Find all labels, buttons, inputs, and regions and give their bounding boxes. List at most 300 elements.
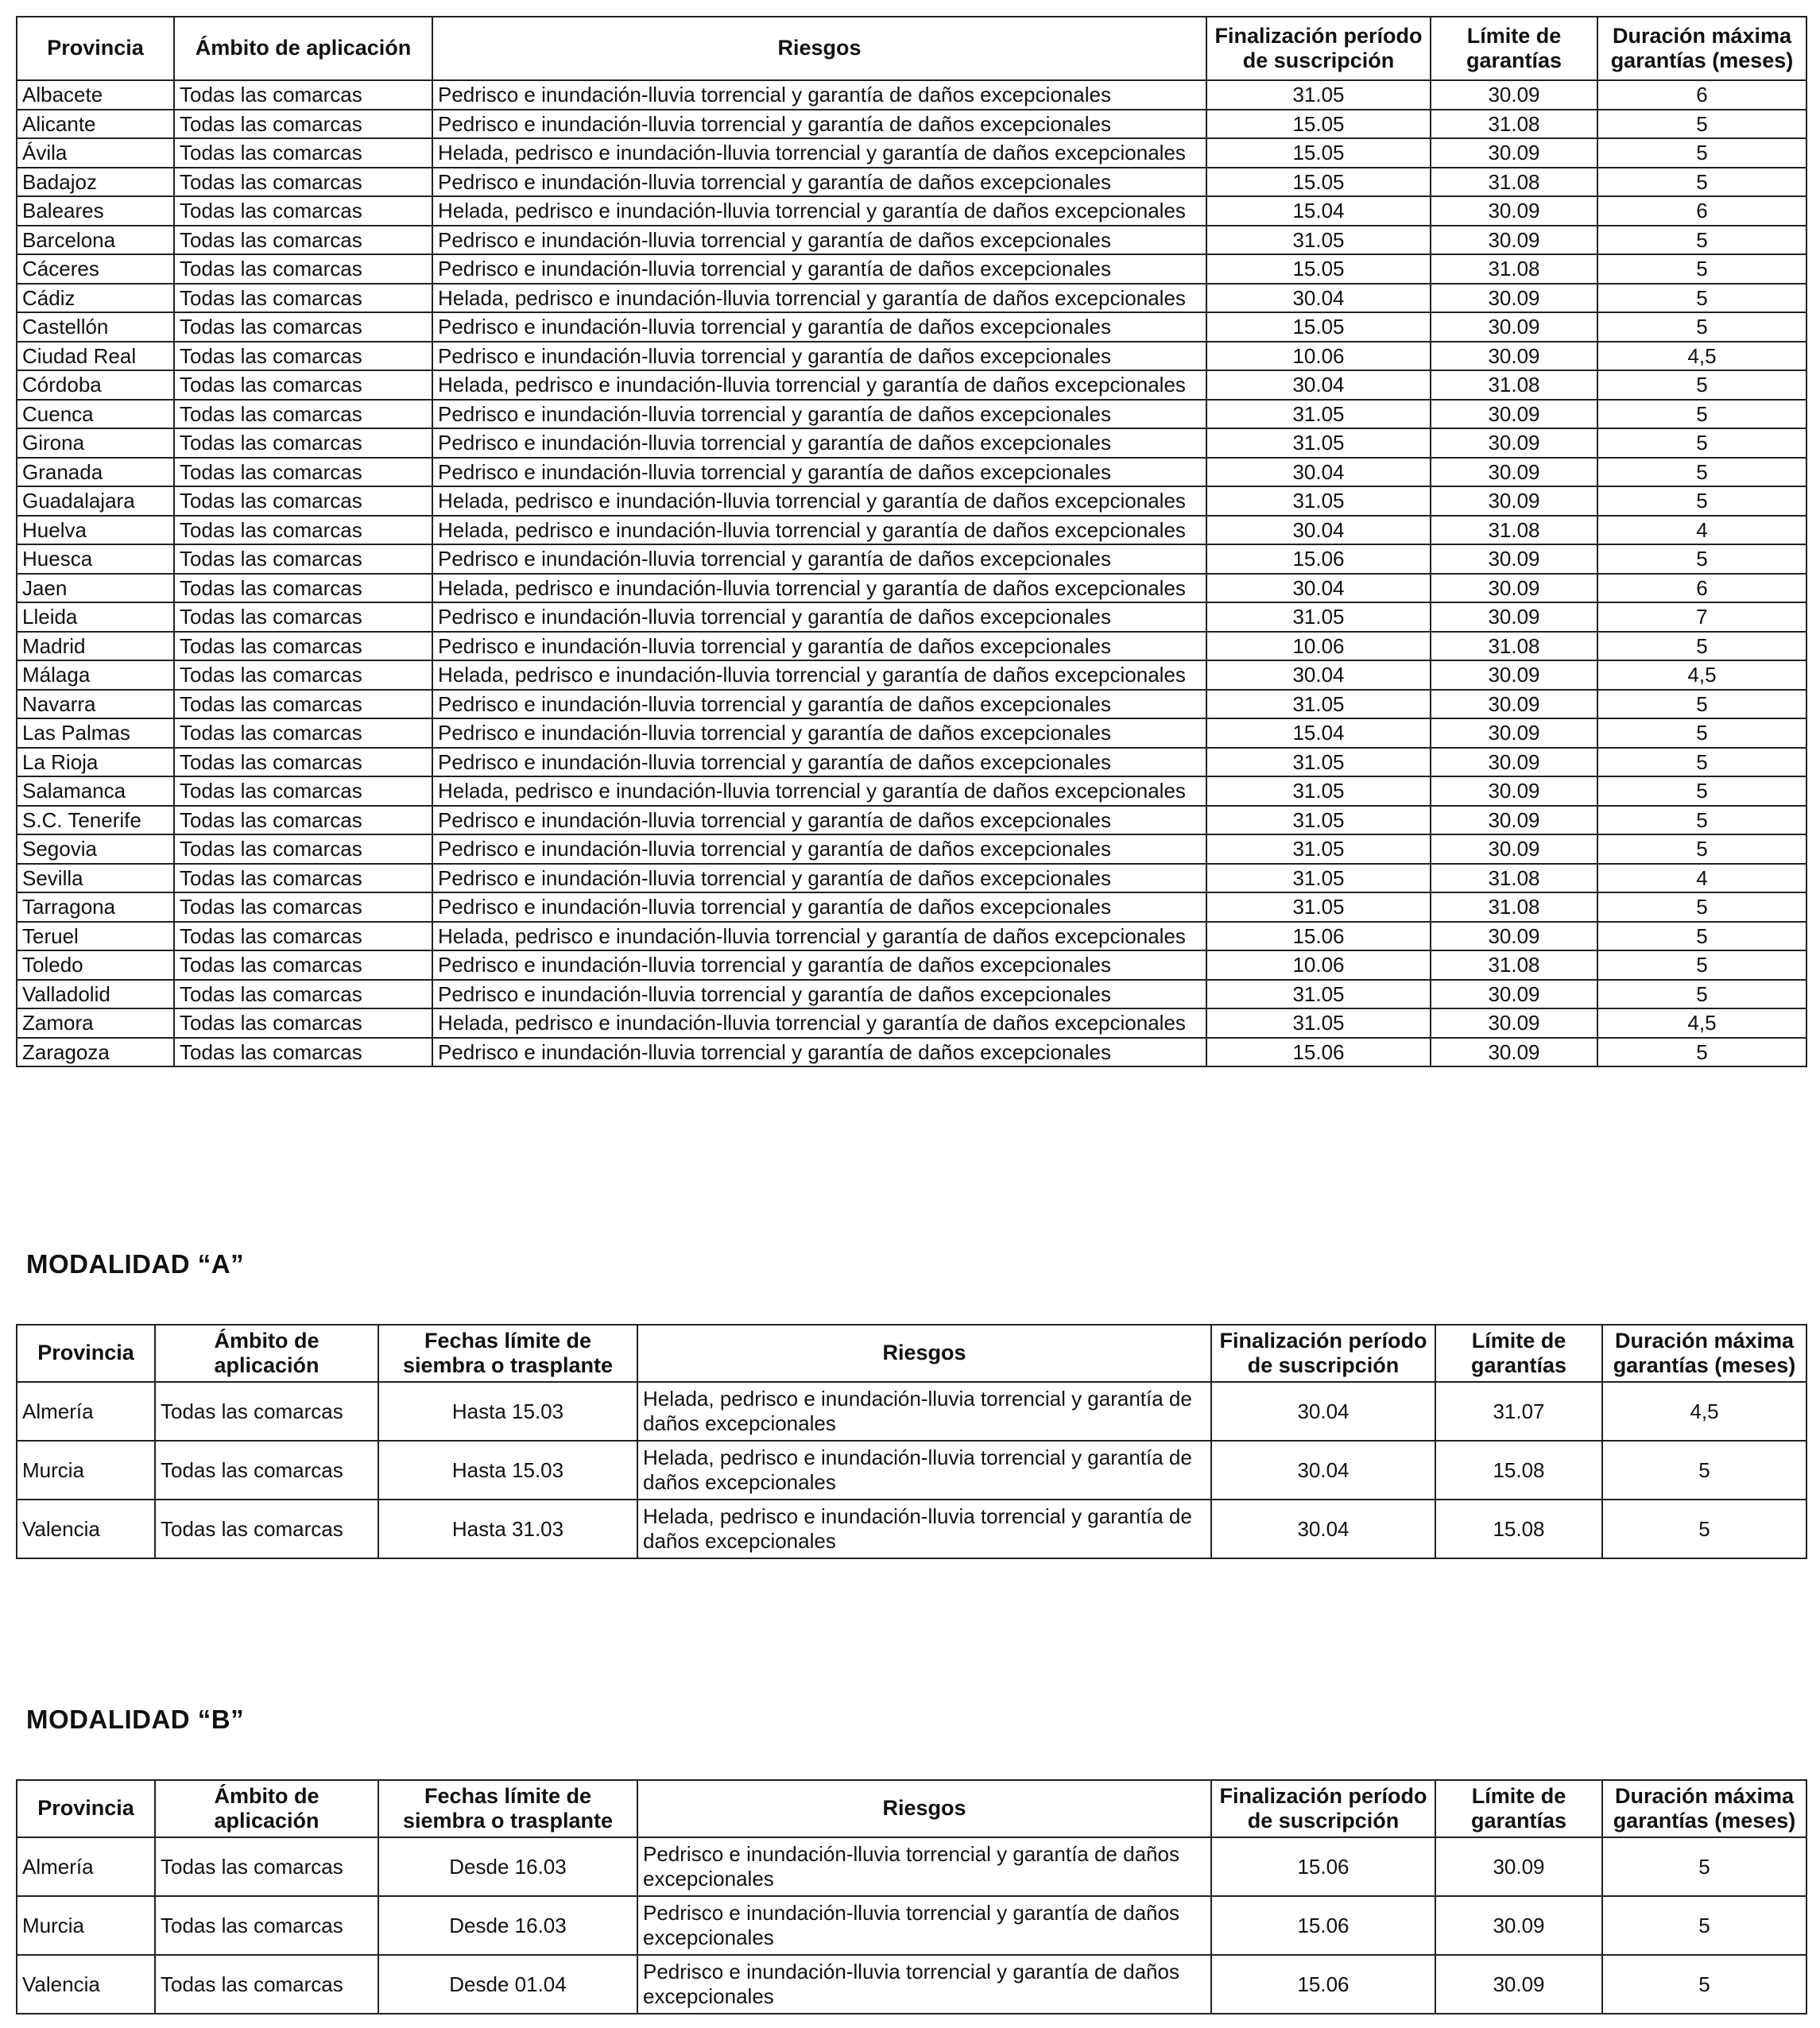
cell-ambito: Todas las comarcas [155, 1500, 378, 1558]
cell-provincia: Sevilla [17, 864, 174, 893]
cell-ambito: Todas las comarcas [174, 516, 432, 545]
cell-ambito: Todas las comarcas [174, 892, 432, 922]
cell-finalizacion: 15.04 [1206, 718, 1431, 748]
cell-provincia: Málaga [17, 660, 174, 690]
modalidad-a-table [16, 1324, 1807, 1559]
cell-ambito: Todas las comarcas [174, 196, 432, 226]
cell-limite: 30.09 [1431, 980, 1597, 1009]
cell-limite: 30.09 [1431, 400, 1597, 429]
cell-provincia: Ciudad Real [17, 342, 174, 371]
cell-limite: 31.08 [1431, 254, 1597, 284]
cell-ambito: Todas las comarcas [174, 400, 432, 429]
cell-duracion: 5 [1597, 226, 1806, 255]
cell-duracion: 5 [1597, 950, 1806, 980]
table-row [17, 1837, 1806, 1896]
header-finalizacion: Finalización período de suscripción [1206, 17, 1431, 80]
cell-limite: 30.09 [1431, 574, 1597, 603]
header-limite: Límite de garantías [1431, 17, 1597, 80]
table-row [17, 690, 1806, 719]
cell-provincia: S.C. Tenerife [17, 806, 174, 835]
cell-ambito: Todas las comarcas [174, 980, 432, 1009]
cell-limite: 30.09 [1431, 718, 1597, 748]
table-row [17, 950, 1806, 980]
cell-finalizacion: 15.06 [1211, 1837, 1435, 1896]
header-fechas: Fechas límite de siembra o trasplante [378, 1780, 637, 1837]
cell-ambito: Todas las comarcas [174, 312, 432, 342]
cell-ambito: Todas las comarcas [174, 922, 432, 951]
cell-fechas: Desde 16.03 [378, 1837, 637, 1896]
cell-duracion: 5 [1597, 892, 1806, 922]
cell-finalizacion: 31.05 [1206, 400, 1431, 429]
cell-limite: 30.09 [1431, 1008, 1597, 1038]
cell-finalizacion: 15.05 [1206, 138, 1431, 168]
cell-riesgos: Pedrisco e inundación-lluvia torrencial y garantía de daños excepcionales [637, 1837, 1211, 1896]
cell-provincia: Badajoz [17, 168, 174, 197]
cell-finalizacion: 15.05 [1206, 254, 1431, 284]
cell-ambito: Todas las comarcas [174, 110, 432, 139]
cell-duracion: 5 [1597, 834, 1806, 864]
cell-duracion: 6 [1597, 574, 1806, 603]
cell-limite: 30.09 [1431, 342, 1597, 371]
cell-duracion: 5 [1597, 690, 1806, 719]
cell-duracion: 5 [1597, 806, 1806, 835]
table-row [17, 834, 1806, 864]
cell-limite: 30.09 [1431, 834, 1597, 864]
cell-duracion: 6 [1597, 80, 1806, 110]
cell-provincia: Lleida [17, 602, 174, 632]
cell-limite: 30.09 [1431, 196, 1597, 226]
cell-riesgos: Helada, pedrisco e inundación-lluvia torrencial y garantía de daños excepcionales [637, 1500, 1211, 1558]
cell-riesgos: Helada, pedrisco e inundación-lluvia torrencial y garantía de daños excepcionales [432, 516, 1206, 545]
cell-limite: 31.08 [1431, 950, 1597, 980]
modalidad-b-table [16, 1779, 1807, 2014]
cell-fechas: Desde 01.04 [378, 1955, 637, 2014]
cell-finalizacion: 30.04 [1206, 370, 1431, 400]
cell-riesgos: Pedrisco e inundación-lluvia torrencial y garantía de daños excepcionales [432, 400, 1206, 429]
header-provincia: Provincia [17, 1780, 155, 1837]
cell-limite: 30.09 [1431, 80, 1597, 110]
cell-limite: 30.09 [1431, 428, 1597, 458]
cell-limite: 30.09 [1435, 1837, 1602, 1896]
header-provincia: Provincia [17, 17, 174, 80]
cell-riesgos: Pedrisco e inundación-lluvia torrencial y garantía de daños excepcionales [432, 110, 1206, 139]
cell-provincia: Murcia [17, 1896, 155, 1955]
table-row [17, 1008, 1806, 1038]
header-riesgos: Riesgos [637, 1780, 1211, 1837]
table-row [17, 400, 1806, 429]
cell-provincia: Valencia [17, 1955, 155, 2014]
header-provincia: Provincia [17, 1325, 155, 1382]
cell-ambito: Todas las comarcas [174, 1038, 432, 1067]
cell-riesgos: Helada, pedrisco e inundación-lluvia torrencial y garantía de daños excepcionales [432, 196, 1206, 226]
table-row [17, 254, 1806, 284]
table-row [17, 1896, 1806, 1955]
header-duracion: Duración máxima garantías (meses) [1597, 17, 1806, 80]
cell-provincia: Huelva [17, 516, 174, 545]
cell-finalizacion: 10.06 [1206, 632, 1431, 661]
cell-riesgos: Helada, pedrisco e inundación-lluvia torrencial y garantía de daños excepcionales [432, 922, 1206, 951]
cell-riesgos: Pedrisco e inundación-lluvia torrencial y garantía de daños excepcionales [432, 254, 1206, 284]
cell-riesgos: Pedrisco e inundación-lluvia torrencial y garantía de daños excepcionales [432, 428, 1206, 458]
cell-limite: 30.09 [1431, 922, 1597, 951]
cell-fechas: Desde 16.03 [378, 1896, 637, 1955]
table-row [17, 428, 1806, 458]
cell-duracion: 7 [1597, 602, 1806, 632]
cell-finalizacion: 31.05 [1206, 748, 1431, 777]
table-row [17, 486, 1806, 516]
cell-duracion: 5 [1597, 370, 1806, 400]
cell-provincia: Guadalajara [17, 486, 174, 516]
cell-finalizacion: 30.04 [1211, 1500, 1435, 1558]
modalidad-b-header-row [17, 1780, 1806, 1837]
cell-ambito: Todas las comarcas [174, 428, 432, 458]
cell-riesgos: Pedrisco e inundación-lluvia torrencial y garantía de daños excepcionales [432, 80, 1206, 110]
cell-duracion: 4,5 [1597, 342, 1806, 371]
cell-duracion: 5 [1597, 632, 1806, 661]
cell-riesgos: Pedrisco e inundación-lluvia torrencial y garantía de daños excepcionales [432, 458, 1206, 487]
cell-duracion: 5 [1597, 110, 1806, 139]
table-row [17, 602, 1806, 632]
cell-provincia: Valladolid [17, 980, 174, 1009]
cell-duracion: 5 [1597, 748, 1806, 777]
main-table [16, 16, 1807, 1067]
table-row [17, 776, 1806, 806]
cell-riesgos: Pedrisco e inundación-lluvia torrencial y garantía de daños excepcionales [432, 342, 1206, 371]
cell-duracion: 5 [1597, 400, 1806, 429]
cell-riesgos: Helada, pedrisco e inundación-lluvia torrencial y garantía de daños excepcionales [432, 284, 1206, 313]
cell-ambito: Todas las comarcas [174, 138, 432, 168]
cell-riesgos: Pedrisco e inundación-lluvia torrencial y garantía de daños excepcionales [432, 602, 1206, 632]
cell-finalizacion: 30.04 [1206, 516, 1431, 545]
cell-finalizacion: 15.06 [1206, 922, 1431, 951]
cell-limite: 15.08 [1435, 1441, 1602, 1500]
cell-fechas: Hasta 31.03 [378, 1500, 637, 1558]
cell-finalizacion: 15.04 [1206, 196, 1431, 226]
cell-finalizacion: 31.05 [1206, 776, 1431, 806]
cell-provincia: Murcia [17, 1441, 155, 1500]
header-fechas: Fechas límite de siembra o trasplante [378, 1325, 637, 1382]
cell-duracion: 5 [1597, 718, 1806, 748]
cell-riesgos: Pedrisco e inundación-lluvia torrencial y garantía de daños excepcionales [432, 718, 1206, 748]
cell-ambito: Todas las comarcas [174, 226, 432, 255]
cell-duracion: 5 [1597, 168, 1806, 197]
table-row [17, 748, 1806, 777]
cell-riesgos: Pedrisco e inundación-lluvia torrencial y garantía de daños excepcionales [432, 312, 1206, 342]
cell-limite: 30.09 [1431, 544, 1597, 574]
cell-ambito: Todas las comarcas [174, 864, 432, 893]
cell-provincia: Cáceres [17, 254, 174, 284]
cell-duracion: 5 [1597, 284, 1806, 313]
cell-ambito: Todas las comarcas [174, 748, 432, 777]
cell-duracion: 5 [1602, 1955, 1806, 2014]
cell-finalizacion: 15.05 [1206, 312, 1431, 342]
cell-limite: 30.09 [1431, 690, 1597, 719]
table-row [17, 284, 1806, 313]
modalidad-a-body [17, 1382, 1806, 1558]
header-limite: Límite de garantías [1435, 1780, 1602, 1837]
cell-finalizacion: 10.06 [1206, 342, 1431, 371]
cell-ambito: Todas las comarcas [155, 1837, 378, 1896]
table-row [17, 1500, 1806, 1558]
cell-provincia: Navarra [17, 690, 174, 719]
cell-finalizacion: 15.06 [1211, 1896, 1435, 1955]
cell-finalizacion: 31.05 [1206, 892, 1431, 922]
cell-finalizacion: 15.06 [1206, 544, 1431, 574]
cell-duracion: 5 [1597, 776, 1806, 806]
header-ambito: Ámbito de aplicación [155, 1780, 378, 1837]
cell-provincia: Barcelona [17, 226, 174, 255]
cell-limite: 31.08 [1431, 864, 1597, 893]
cell-limite: 30.09 [1431, 748, 1597, 777]
cell-riesgos: Pedrisco e inundación-lluvia torrencial y garantía de daños excepcionales [432, 806, 1206, 835]
header-limite: Límite de garantías [1435, 1325, 1602, 1382]
cell-duracion: 5 [1597, 980, 1806, 1009]
header-duracion: Duración máxima garantías (meses) [1602, 1325, 1806, 1382]
cell-limite: 30.09 [1431, 660, 1597, 690]
header-finalizacion: Finalización período de suscripción [1211, 1780, 1435, 1837]
cell-finalizacion: 31.05 [1206, 980, 1431, 1009]
cell-finalizacion: 30.04 [1206, 284, 1431, 313]
cell-finalizacion: 31.05 [1206, 1008, 1431, 1038]
cell-duracion: 5 [1602, 1500, 1806, 1558]
cell-ambito: Todas las comarcas [174, 718, 432, 748]
cell-duracion: 5 [1602, 1441, 1806, 1500]
table-row [17, 1441, 1806, 1500]
cell-limite: 30.09 [1431, 138, 1597, 168]
cell-provincia: Zamora [17, 1008, 174, 1038]
cell-riesgos: Helada, pedrisco e inundación-lluvia torrencial y garantía de daños excepcionales [432, 1008, 1206, 1038]
cell-finalizacion: 31.05 [1206, 834, 1431, 864]
cell-riesgos: Helada, pedrisco e inundación-lluvia torrencial y garantía de daños excepcionales [432, 574, 1206, 603]
cell-limite: 31.08 [1431, 632, 1597, 661]
cell-riesgos: Pedrisco e inundación-lluvia torrencial y garantía de daños excepcionales [432, 1038, 1206, 1067]
cell-provincia: Teruel [17, 922, 174, 951]
table-row [17, 864, 1806, 893]
cell-provincia: Valencia [17, 1500, 155, 1558]
cell-limite: 15.08 [1435, 1500, 1602, 1558]
table-row [17, 806, 1806, 835]
table-row [17, 226, 1806, 255]
cell-ambito: Todas las comarcas [174, 602, 432, 632]
cell-duracion: 4,5 [1597, 660, 1806, 690]
cell-provincia: Toledo [17, 950, 174, 980]
cell-limite: 30.09 [1431, 776, 1597, 806]
cell-riesgos: Pedrisco e inundación-lluvia torrencial y garantía de daños excepcionales [432, 226, 1206, 255]
cell-ambito: Todas las comarcas [174, 950, 432, 980]
table-row [17, 980, 1806, 1009]
cell-limite: 30.09 [1431, 806, 1597, 835]
cell-limite: 31.08 [1431, 370, 1597, 400]
cell-riesgos: Pedrisco e inundación-lluvia torrencial y garantía de daños excepcionales [432, 690, 1206, 719]
cell-provincia: Zaragoza [17, 1038, 174, 1067]
cell-limite: 30.09 [1431, 458, 1597, 487]
cell-provincia: Tarragona [17, 892, 174, 922]
table-row [17, 660, 1806, 690]
cell-limite: 30.09 [1431, 486, 1597, 516]
cell-limite: 30.09 [1431, 312, 1597, 342]
cell-riesgos: Pedrisco e inundación-lluvia torrencial y garantía de daños excepcionales [432, 632, 1206, 661]
table-row [17, 1382, 1806, 1441]
table-row [17, 1955, 1806, 2014]
cell-finalizacion: 15.05 [1206, 168, 1431, 197]
cell-ambito: Todas las comarcas [174, 660, 432, 690]
cell-finalizacion: 31.05 [1206, 864, 1431, 893]
cell-finalizacion: 31.05 [1206, 226, 1431, 255]
cell-ambito: Todas las comarcas [174, 80, 432, 110]
table-row [17, 516, 1806, 545]
modalidad-b-body [17, 1837, 1806, 2014]
cell-riesgos: Helada, pedrisco e inundación-lluvia torrencial y garantía de daños excepcionales [432, 660, 1206, 690]
table-row [17, 370, 1806, 400]
cell-duracion: 5 [1597, 922, 1806, 951]
cell-finalizacion: 15.05 [1206, 110, 1431, 139]
cell-provincia: Alicante [17, 110, 174, 139]
cell-ambito: Todas las comarcas [174, 486, 432, 516]
cell-riesgos: Helada, pedrisco e inundación-lluvia torrencial y garantía de daños excepcionales [637, 1441, 1211, 1500]
cell-duracion: 5 [1597, 1038, 1806, 1067]
table-row [17, 632, 1806, 661]
cell-limite: 31.08 [1431, 892, 1597, 922]
cell-riesgos: Pedrisco e inundación-lluvia torrencial y garantía de daños excepcionales [432, 892, 1206, 922]
main-table-body [17, 80, 1806, 1066]
cell-duracion: 4 [1597, 516, 1806, 545]
table-row [17, 342, 1806, 371]
cell-ambito: Todas las comarcas [174, 458, 432, 487]
cell-provincia: Almería [17, 1382, 155, 1441]
cell-duracion: 5 [1602, 1896, 1806, 1955]
cell-ambito: Todas las comarcas [174, 254, 432, 284]
cell-ambito: Todas las comarcas [174, 284, 432, 313]
cell-provincia: Ávila [17, 138, 174, 168]
cell-ambito: Todas las comarcas [174, 168, 432, 197]
cell-riesgos: Pedrisco e inundación-lluvia torrencial y garantía de daños excepcionales [432, 950, 1206, 980]
cell-riesgos: Pedrisco e inundación-lluvia torrencial y garantía de daños excepcionales [637, 1955, 1211, 2014]
cell-ambito: Todas las comarcas [174, 342, 432, 371]
table-row [17, 922, 1806, 951]
cell-riesgos: Pedrisco e inundación-lluvia torrencial y garantía de daños excepcionales [432, 864, 1206, 893]
cell-finalizacion: 31.05 [1206, 806, 1431, 835]
cell-finalizacion: 10.06 [1206, 950, 1431, 980]
cell-ambito: Todas las comarcas [174, 690, 432, 719]
cell-provincia: Cuenca [17, 400, 174, 429]
cell-duracion: 5 [1597, 458, 1806, 487]
cell-fechas: Hasta 15.03 [378, 1441, 637, 1500]
cell-riesgos: Pedrisco e inundación-lluvia torrencial y garantía de daños excepcionales [432, 544, 1206, 574]
cell-finalizacion: 30.04 [1206, 574, 1431, 603]
cell-duracion: 5 [1597, 312, 1806, 342]
cell-provincia: Segovia [17, 834, 174, 864]
main-table-header-row [17, 17, 1806, 80]
header-riesgos: Riesgos [637, 1325, 1211, 1382]
cell-fechas: Hasta 15.03 [378, 1382, 637, 1441]
cell-provincia: Almería [17, 1837, 155, 1896]
header-ambito: Ámbito de aplicación [174, 17, 432, 80]
cell-ambito: Todas las comarcas [174, 574, 432, 603]
cell-finalizacion: 30.04 [1211, 1441, 1435, 1500]
modalidad-b-heading: MODALIDAD “B” [26, 1705, 245, 1734]
cell-riesgos: Pedrisco e inundación-lluvia torrencial y garantía de daños excepcionales [432, 748, 1206, 777]
cell-duracion: 5 [1597, 544, 1806, 574]
cell-finalizacion: 15.06 [1206, 1038, 1431, 1067]
cell-limite: 30.09 [1435, 1955, 1602, 2014]
cell-ambito: Todas las comarcas [174, 1008, 432, 1038]
cell-finalizacion: 30.04 [1206, 660, 1431, 690]
header-duracion: Duración máxima garantías (meses) [1602, 1780, 1806, 1837]
cell-riesgos: Helada, pedrisco e inundación-lluvia torrencial y garantía de daños excepcionales [432, 486, 1206, 516]
header-ambito: Ámbito de aplicación [155, 1325, 378, 1382]
cell-riesgos: Pedrisco e inundación-lluvia torrencial y garantía de daños excepcionales [432, 168, 1206, 197]
cell-ambito: Todas las comarcas [155, 1441, 378, 1500]
table-row [17, 110, 1806, 139]
cell-finalizacion: 31.05 [1206, 486, 1431, 516]
cell-limite: 31.08 [1431, 516, 1597, 545]
header-riesgos: Riesgos [432, 17, 1206, 80]
cell-ambito: Todas las comarcas [174, 370, 432, 400]
cell-riesgos: Helada, pedrisco e inundación-lluvia torrencial y garantía de daños excepcionales [432, 370, 1206, 400]
cell-provincia: Madrid [17, 632, 174, 661]
cell-limite: 30.09 [1431, 284, 1597, 313]
cell-provincia: Córdoba [17, 370, 174, 400]
cell-provincia: Cádiz [17, 284, 174, 313]
cell-ambito: Todas las comarcas [174, 834, 432, 864]
cell-provincia: Baleares [17, 196, 174, 226]
modalidad-a-heading: MODALIDAD “A” [26, 1249, 245, 1279]
cell-riesgos: Pedrisco e inundación-lluvia torrencial y garantía de daños excepcionales [432, 980, 1206, 1009]
table-row [17, 168, 1806, 197]
cell-duracion: 5 [1597, 254, 1806, 284]
cell-finalizacion: 31.05 [1206, 80, 1431, 110]
cell-provincia: Salamanca [17, 776, 174, 806]
cell-ambito: Todas las comarcas [174, 544, 432, 574]
cell-limite: 31.08 [1431, 168, 1597, 197]
cell-duracion: 4,5 [1602, 1382, 1806, 1441]
cell-duracion: 5 [1597, 138, 1806, 168]
table-row [17, 196, 1806, 226]
cell-limite: 31.08 [1431, 110, 1597, 139]
cell-duracion: 4 [1597, 864, 1806, 893]
header-finalizacion: Finalización período de suscripción [1211, 1325, 1435, 1382]
modalidad-a-header-row [17, 1325, 1806, 1382]
cell-duracion: 5 [1597, 486, 1806, 516]
cell-finalizacion: 30.04 [1206, 458, 1431, 487]
cell-duracion: 5 [1597, 428, 1806, 458]
cell-riesgos: Helada, pedrisco e inundación-lluvia torrencial y garantía de daños excepcionales [432, 138, 1206, 168]
cell-limite: 30.09 [1431, 1038, 1597, 1067]
table-row [17, 312, 1806, 342]
cell-ambito: Todas las comarcas [174, 776, 432, 806]
table-row [17, 892, 1806, 922]
cell-duracion: 4,5 [1597, 1008, 1806, 1038]
table-row [17, 718, 1806, 748]
cell-riesgos: Pedrisco e inundación-lluvia torrencial y garantía de daños excepcionales [432, 834, 1206, 864]
cell-duracion: 5 [1602, 1837, 1806, 1896]
cell-limite: 30.09 [1431, 602, 1597, 632]
table-row [17, 80, 1806, 110]
cell-riesgos: Helada, pedrisco e inundación-lluvia torrencial y garantía de daños excepcionales [637, 1382, 1211, 1441]
cell-finalizacion: 30.04 [1211, 1382, 1435, 1441]
cell-riesgos: Pedrisco e inundación-lluvia torrencial y garantía de daños excepcionales [637, 1896, 1211, 1955]
cell-finalizacion: 31.05 [1206, 602, 1431, 632]
cell-finalizacion: 15.06 [1211, 1955, 1435, 2014]
cell-ambito: Todas las comarcas [174, 632, 432, 661]
cell-provincia: La Rioja [17, 748, 174, 777]
table-row [17, 138, 1806, 168]
cell-ambito: Todas las comarcas [155, 1382, 378, 1441]
cell-limite: 30.09 [1435, 1896, 1602, 1955]
cell-provincia: Las Palmas [17, 718, 174, 748]
table-row [17, 574, 1806, 603]
table-row [17, 458, 1806, 487]
